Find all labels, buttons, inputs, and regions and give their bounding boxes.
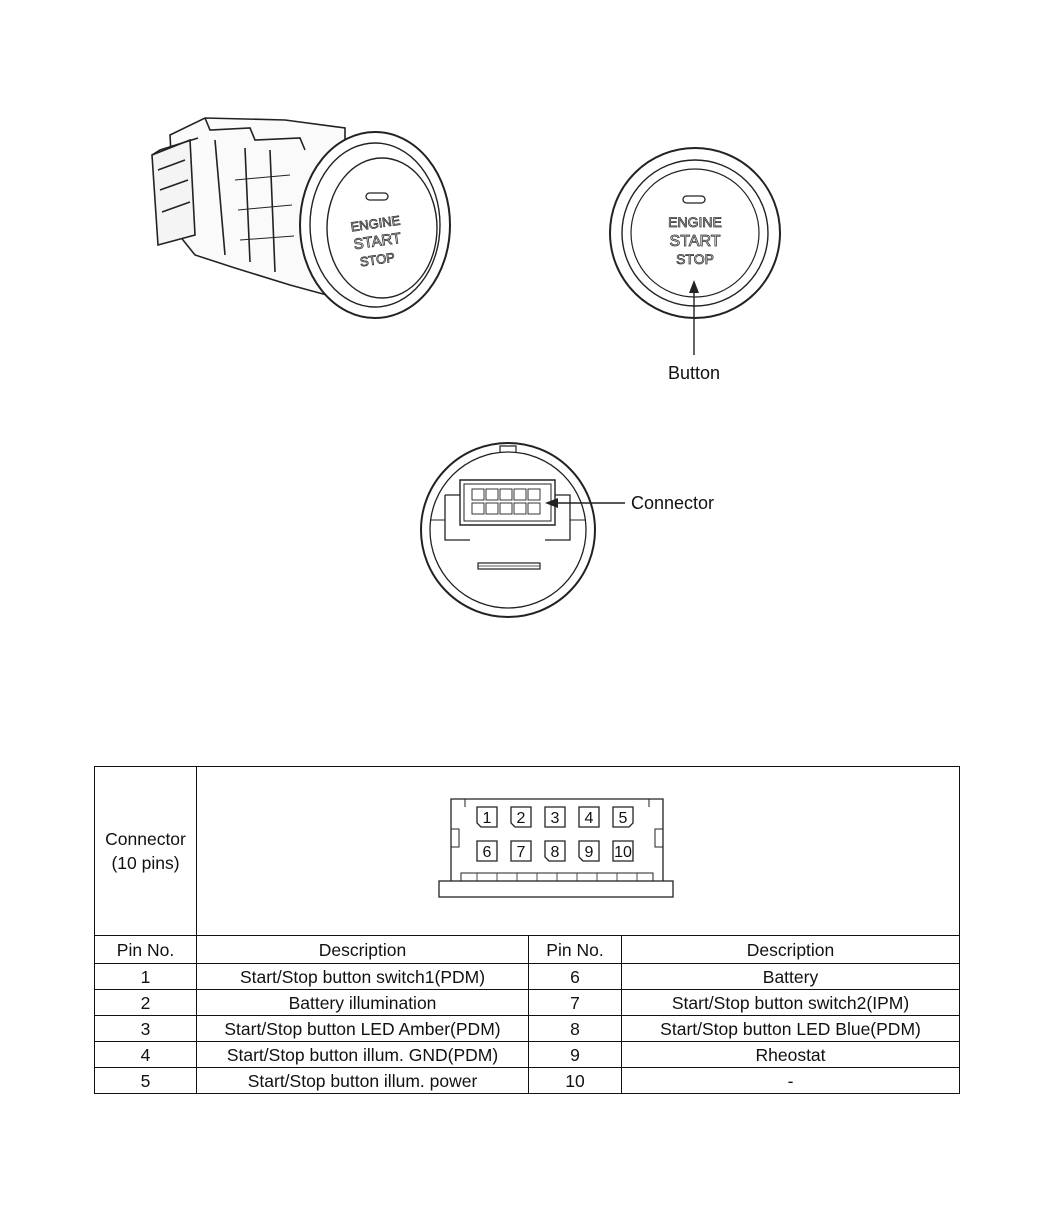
front-face-text-3: STOP: [676, 251, 714, 267]
pin-label-3: 3: [550, 810, 560, 827]
pin-number: 7: [529, 990, 622, 1016]
pin-number: 2: [95, 990, 197, 1016]
pin-label-4: 4: [584, 810, 594, 827]
pin-label-8: 8: [550, 844, 560, 861]
connector-label-line1: Connector: [105, 829, 186, 849]
table-row: [95, 964, 960, 990]
header-description-b: Description: [622, 936, 960, 964]
header-description-a: Description: [197, 936, 529, 964]
pin-description: Start/Stop button LED Blue(PDM): [622, 1016, 960, 1042]
switch-side-view: [152, 118, 450, 318]
pin-description: Start/Stop button illum. power: [197, 1068, 529, 1094]
front-face-text-1: ENGINE: [668, 214, 722, 230]
pin-description: Battery illumination: [197, 990, 529, 1016]
pin-description: Start/Stop button illum. GND(PDM): [197, 1042, 529, 1068]
table-row: [95, 990, 960, 1016]
pin-label-5: 5: [618, 810, 628, 827]
connector-pinout-drawing: [437, 797, 677, 902]
pin-number: 1: [95, 964, 197, 990]
pin-label-6: 6: [482, 844, 492, 861]
connector-label-cell: [95, 767, 197, 936]
front-face-text-2: START: [669, 233, 721, 250]
table-row: [95, 1042, 960, 1068]
pin-number: 6: [529, 964, 622, 990]
header-pin-no-a: Pin No.: [95, 936, 197, 964]
side-face-text-3: STOP: [358, 249, 396, 270]
table-row: [95, 1016, 960, 1042]
front-view-button-text: [668, 214, 722, 267]
connector-label-line2: (10 pins): [111, 853, 180, 873]
pin-description: Start/Stop button LED Amber(PDM): [197, 1016, 529, 1042]
table-row: [95, 1068, 960, 1094]
connector-diagram-cell: [197, 767, 960, 936]
button-callout-label: Button: [668, 363, 721, 383]
pin-label-2: 2: [516, 810, 526, 827]
pin-label-1: 1: [482, 810, 492, 827]
pin-description: Start/Stop button switch1(PDM): [197, 964, 529, 990]
pin-description: Rheostat: [622, 1042, 960, 1068]
pin-label-7: 7: [516, 844, 526, 861]
pin-label-9: 9: [584, 844, 594, 861]
pin-description: -: [622, 1068, 960, 1094]
switch-rear-view: [421, 443, 625, 617]
pin-number: 3: [95, 1016, 197, 1042]
pin-description: Start/Stop button switch2(IPM): [622, 990, 960, 1016]
pin-number: 4: [95, 1042, 197, 1068]
pin-description: Battery: [622, 964, 960, 990]
side-face-text-2: START: [352, 229, 403, 254]
connector-pin-table: [94, 766, 960, 1094]
pin-label-10: 10: [614, 844, 632, 861]
pin-number: 5: [95, 1068, 197, 1094]
pin-number: 10: [529, 1068, 622, 1094]
header-pin-no-b: Pin No.: [529, 936, 622, 964]
pin-number: 9: [529, 1042, 622, 1068]
side-face-text-1: ENGINE: [349, 212, 402, 235]
connector-callout-label: Connector: [631, 493, 715, 513]
pin-number: 8: [529, 1016, 622, 1042]
